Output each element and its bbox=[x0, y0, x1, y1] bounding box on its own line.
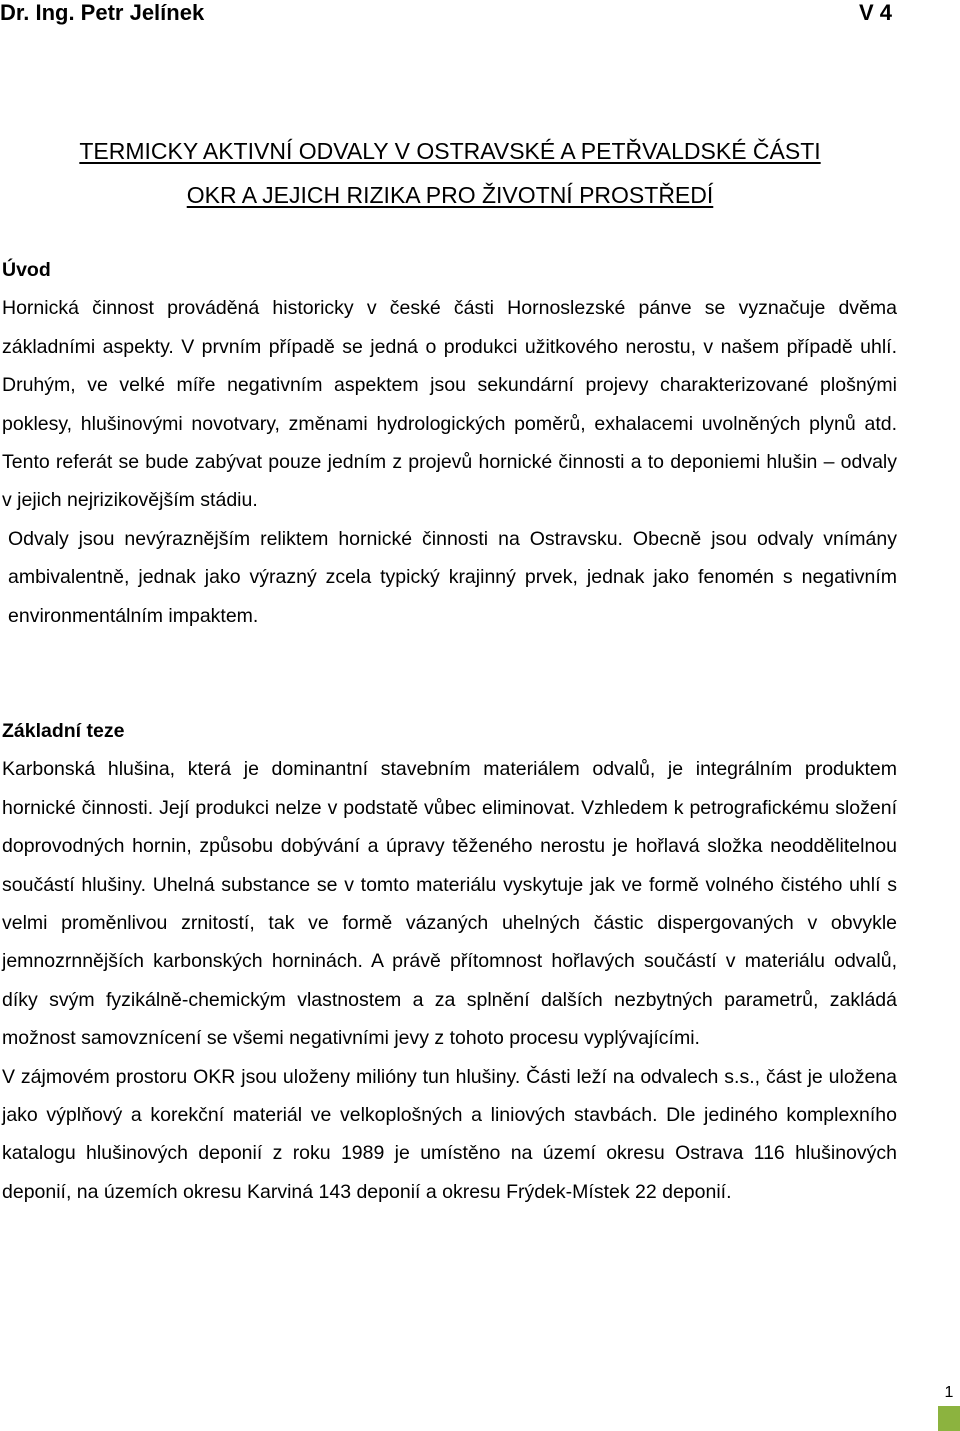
title-line-2: OKR A JEJICH RIZIKA PRO ŽIVOTNÍ PROSTŘEDÍ bbox=[186, 182, 714, 208]
intro-paragraph-2: Odvaly jsou nevýraznějším reliktem hornické činnosti na Ostravsku. Obecně jsou odvaly vnímány ambivalentně, jednak jako výrazný zcela typický krajinný prvek, jednak jako fenomén s negativním environmentálním impaktem. bbox=[8, 527, 897, 627]
intro-paragraph-1: Hornická činnost prováděná historicky v české části Hornoslezské pánve se vyznačuje dvěma základními aspekty. V prvním případě se jedná o produkci užitkového nerostu, v našem případě uhlí. Druhým, ve velké míře negativním aspektem jsou sekundární projevy charakterizované plošnými poklesy, hlušinovými novotvary, změnami hydrologických poměrů, exhalacemi uvolněných plynů atd. Tento referát se bude zabývat pouze jedním z projevů hornické činnosti a to deponiemi hlušin – odvaly v jejich nejrizikovějším stádiu. bbox=[2, 297, 897, 512]
section-heading-basics: Základní teze bbox=[2, 720, 125, 742]
section-heading-intro: Úvod bbox=[2, 259, 51, 281]
page-header bbox=[0, 0, 892, 26]
section-basics bbox=[2, 712, 897, 1211]
basics-paragraph-2: V zájmovém prostoru OKR jsou uloženy milióny tun hlušiny. Části leží na odvalech s.s., část je uložena jako výplňový a korekční materiál ve velkoplošných a liniových stavbách. Dle jediného komplexního katalogu hlušinových deponií z roku 1989 je umístěno na území okresu Ostrava 116 hlušinových deponií, na územích okresu Karviná 143 deponií a okresu Frýdek-Místek 22 deponií. bbox=[2, 1065, 897, 1203]
section-intro bbox=[2, 251, 897, 635]
header-version: V 4 bbox=[858, 0, 892, 25]
basics-paragraph-1: Karbonská hlušina, která je dominantní stavebním materiálem odvalů, je integrálním produktem hornické činnosti. Její produkci nelze v podstatě vůbec eliminovat. Vzhledem k petrografickému složení doprovodných hornin, způsobu dobývání a úpravy těženého nerostu je hořlavá složka neoddělitelnou součástí hlušiny. Uhelná substance se v tomto materiálu vyskytuje jak ve formě volného čistého uhlí s velmi proměnlivou zrnitostí, tak ve formě vázaných uhelných částic dispergovaných v obvykle jemnozrnnějších karbonských horninách. A právě přítomnost hořlavých součástí v materiálu odvalů, díky svým fyzikálně-chemickým vlastnostem a za splnění dalších nezbytných parametrů, zakládá možnost samovznícení se všemi negativními jevy z tohoto procesu vyplývajícími. bbox=[2, 758, 897, 1050]
document-title bbox=[0, 129, 900, 217]
header-author: Dr. Ing. Petr Jelínek bbox=[0, 0, 205, 25]
page-number: 1 bbox=[944, 1384, 954, 1401]
page-number-accent-bar bbox=[938, 1406, 960, 1431]
title-line-1: TERMICKY AKTIVNÍ ODVALY V OSTRAVSKÉ A PETŘVALDSKÉ ČÁSTI bbox=[79, 138, 821, 164]
